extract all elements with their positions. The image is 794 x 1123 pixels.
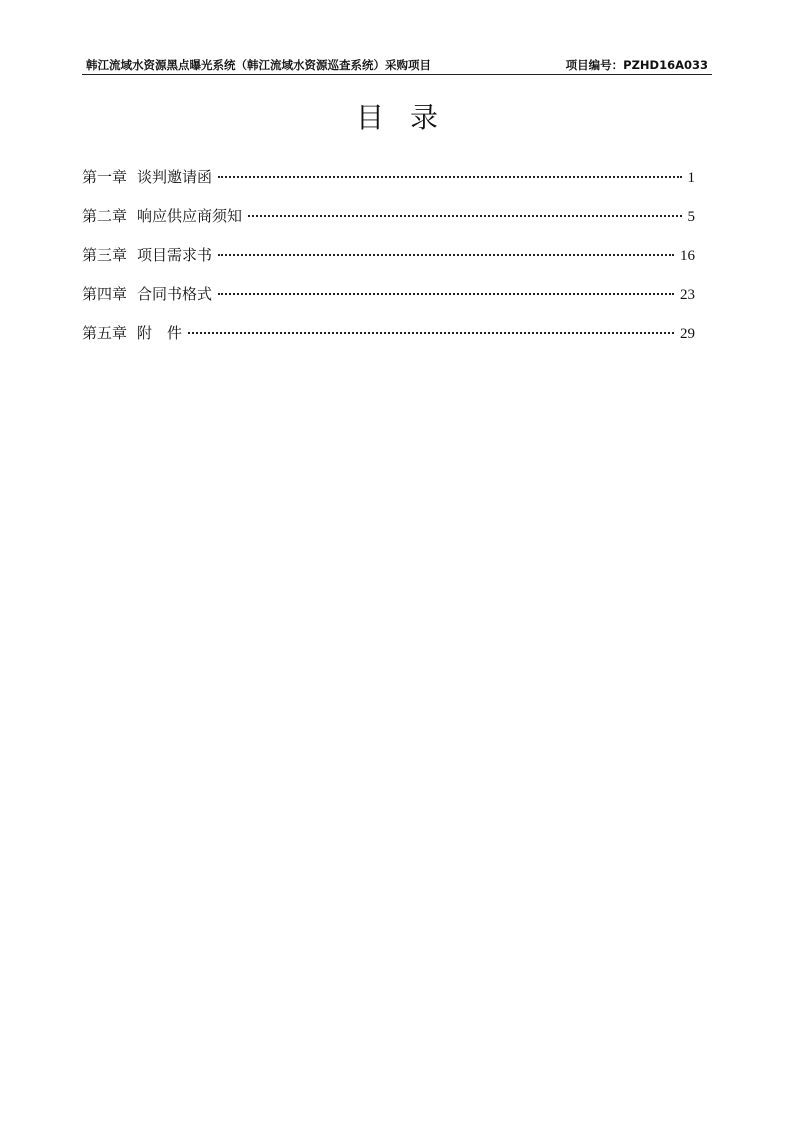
toc-entry-chapter-5[interactable] bbox=[82, 321, 695, 360]
toc-dot-leader bbox=[218, 254, 674, 256]
toc-page-number: 16 bbox=[680, 248, 695, 264]
toc-chapter-number: 第四章 bbox=[82, 285, 128, 303]
toc-chapter-title: 谈判邀请函 bbox=[137, 168, 213, 186]
toc-page-number: 23 bbox=[680, 287, 695, 303]
toc-chapter-number: 第二章 bbox=[82, 207, 128, 225]
toc-dot-leader bbox=[218, 176, 681, 178]
page-header bbox=[82, 56, 712, 75]
toc-chapter-number: 第五章 bbox=[82, 324, 128, 342]
toc-title: 目录 bbox=[355, 101, 464, 134]
toc-page-number: 1 bbox=[687, 170, 695, 186]
toc-chapter-title: 附 件 bbox=[137, 324, 183, 342]
toc-entry-chapter-1[interactable] bbox=[82, 165, 695, 204]
toc-chapter-title: 合同书格式 bbox=[137, 285, 213, 303]
toc-page-number: 5 bbox=[687, 209, 695, 225]
header-project-number: 项目编号：PZHD16A033 bbox=[565, 58, 708, 72]
toc-dot-leader bbox=[248, 215, 681, 217]
toc-dot-leader bbox=[218, 293, 674, 295]
toc-page-number: 29 bbox=[680, 326, 695, 342]
toc-list bbox=[82, 165, 695, 360]
toc-chapter-number: 第三章 bbox=[82, 246, 128, 264]
toc-chapter-number: 第一章 bbox=[82, 168, 128, 186]
toc-entry-chapter-2[interactable] bbox=[82, 204, 695, 243]
header-project-name: 韩江流域水资源黑点曝光系统（韩江流域水资源巡查系统）采购项目 bbox=[86, 58, 431, 72]
toc-chapter-title: 响应供应商须知 bbox=[137, 207, 243, 225]
toc-chapter-title: 项目需求书 bbox=[137, 246, 213, 264]
toc-dot-leader bbox=[188, 332, 674, 334]
toc-entry-chapter-3[interactable] bbox=[82, 243, 695, 282]
toc-entry-chapter-4[interactable] bbox=[82, 282, 695, 321]
